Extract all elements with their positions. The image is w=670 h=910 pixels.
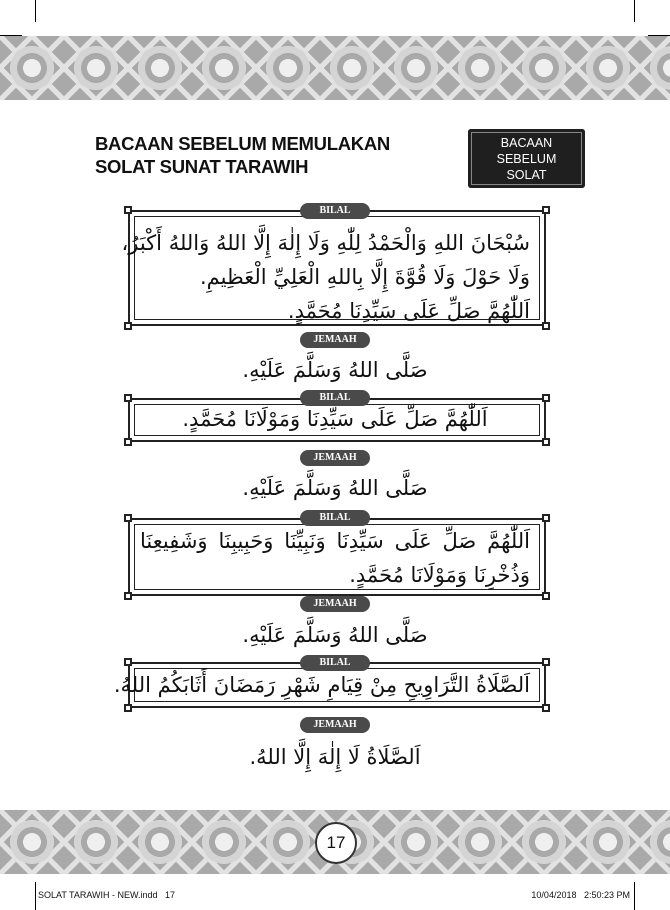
frame-corner-ornament	[124, 322, 132, 330]
frame-corner-ornament	[124, 438, 132, 446]
frame-corner-ornament	[124, 704, 132, 712]
recitation-line: اَللّٰهُمَّ صَلِّ عَلَى سَيِّدِنَا مُحَمَّدٍ.	[287, 299, 530, 323]
speaker-label-jemaah: JEMAAH	[300, 717, 370, 733]
crop-mark	[35, 882, 36, 910]
frame-corner-ornament	[542, 438, 550, 446]
section-tag-line: BACAAN	[500, 135, 553, 150]
speaker-label-jemaah: JEMAAH	[300, 596, 370, 612]
speaker-label-jemaah: JEMAAH	[300, 450, 370, 466]
page-title	[95, 132, 415, 178]
speaker-label-bilal: BILAL	[300, 510, 370, 526]
frame-corner-ornament	[542, 658, 550, 666]
recitation-line: سُبْحَانَ اللهِ وَالْحَمْدُ لِلّٰهِ وَلَا إِلٰهَ إِلَّا اللهُ وَاللهُ أَكْبَرُ،	[121, 231, 530, 255]
recitation-text: اَللّٰهُمَّ صَلِّ عَلَى سَيِّدِنَا وَمَوْلَانَا مُحَمَّدٍ.	[182, 407, 488, 431]
response-text: صَلَّى اللهُ وَسَلَّمَ عَلَيْهِ.	[242, 623, 428, 647]
frame-corner-ornament	[124, 394, 132, 402]
frame-corner-ornament	[124, 514, 132, 522]
recitation-line: وَذُخْرِنَا وَمَوْلَانَا مُحَمَّدٍ.	[349, 563, 530, 587]
response-text: اَلصَّلَاةُ لَا إِلٰهَ إِلَّا اللهُ.	[249, 745, 421, 769]
frame-corner-ornament	[542, 394, 550, 402]
frame-corner-ornament	[542, 514, 550, 522]
ornament-band-top	[0, 36, 670, 100]
recitation-text	[121, 226, 530, 328]
footer-file-info: SOLAT TARAWIH - NEW.indd 17	[38, 890, 176, 900]
response-text: صَلَّى اللهُ وَسَلَّمَ عَلَيْهِ.	[242, 476, 428, 500]
speaker-label-bilal: BILAL	[300, 203, 370, 219]
recitation-line: اَللّٰهُمَّ صَلِّ عَلَى سَيِّدِنَا وَنَبِيِّنَا وَحَبِيبِنَا وَشَفِيعِنَا	[140, 529, 530, 553]
frame-corner-ornament	[542, 704, 550, 712]
speaker-label-bilal: BILAL	[300, 390, 370, 406]
page-title-line: SOLAT SUNAT TARAWIH	[95, 156, 309, 177]
frame-corner-ornament	[124, 206, 132, 214]
section-tag-line: SEBELUM	[496, 151, 557, 166]
frame-corner-ornament	[542, 322, 550, 330]
section-tag-line: SOLAT	[506, 167, 547, 182]
frame-corner-ornament	[124, 592, 132, 600]
page-title-line: BACAAN SEBELUM MEMULAKAN	[95, 133, 390, 154]
response-text: صَلَّى اللهُ وَسَلَّمَ عَلَيْهِ.	[242, 358, 428, 382]
recitation-line: وَلَا حَوْلَ وَلَا قُوَّةَ إِلَّا بِاللهِ الْعَلِيِّ الْعَظِيمِ.	[199, 265, 530, 289]
crop-mark	[634, 0, 635, 22]
recitation-text: اَلصَّلَاةُ التَّرَاوِيحِ مِنْ قِيَامِ شَهْرِ رَمَضَانَ أَثَابَكُمُ اللهُ.	[113, 673, 530, 697]
frame-corner-ornament	[542, 206, 550, 214]
footer-datetime: 10/04/2018 2:50:23 PM	[531, 890, 630, 900]
frame-corner-ornament	[542, 592, 550, 600]
section-tag	[468, 129, 585, 188]
page-number: 17	[315, 822, 357, 864]
crop-mark	[634, 882, 635, 910]
speaker-label-bilal: BILAL	[300, 655, 370, 671]
crop-mark	[35, 0, 36, 22]
recitation-text	[140, 524, 530, 592]
frame-corner-ornament	[124, 658, 132, 666]
speaker-label-jemaah: JEMAAH	[300, 332, 370, 348]
